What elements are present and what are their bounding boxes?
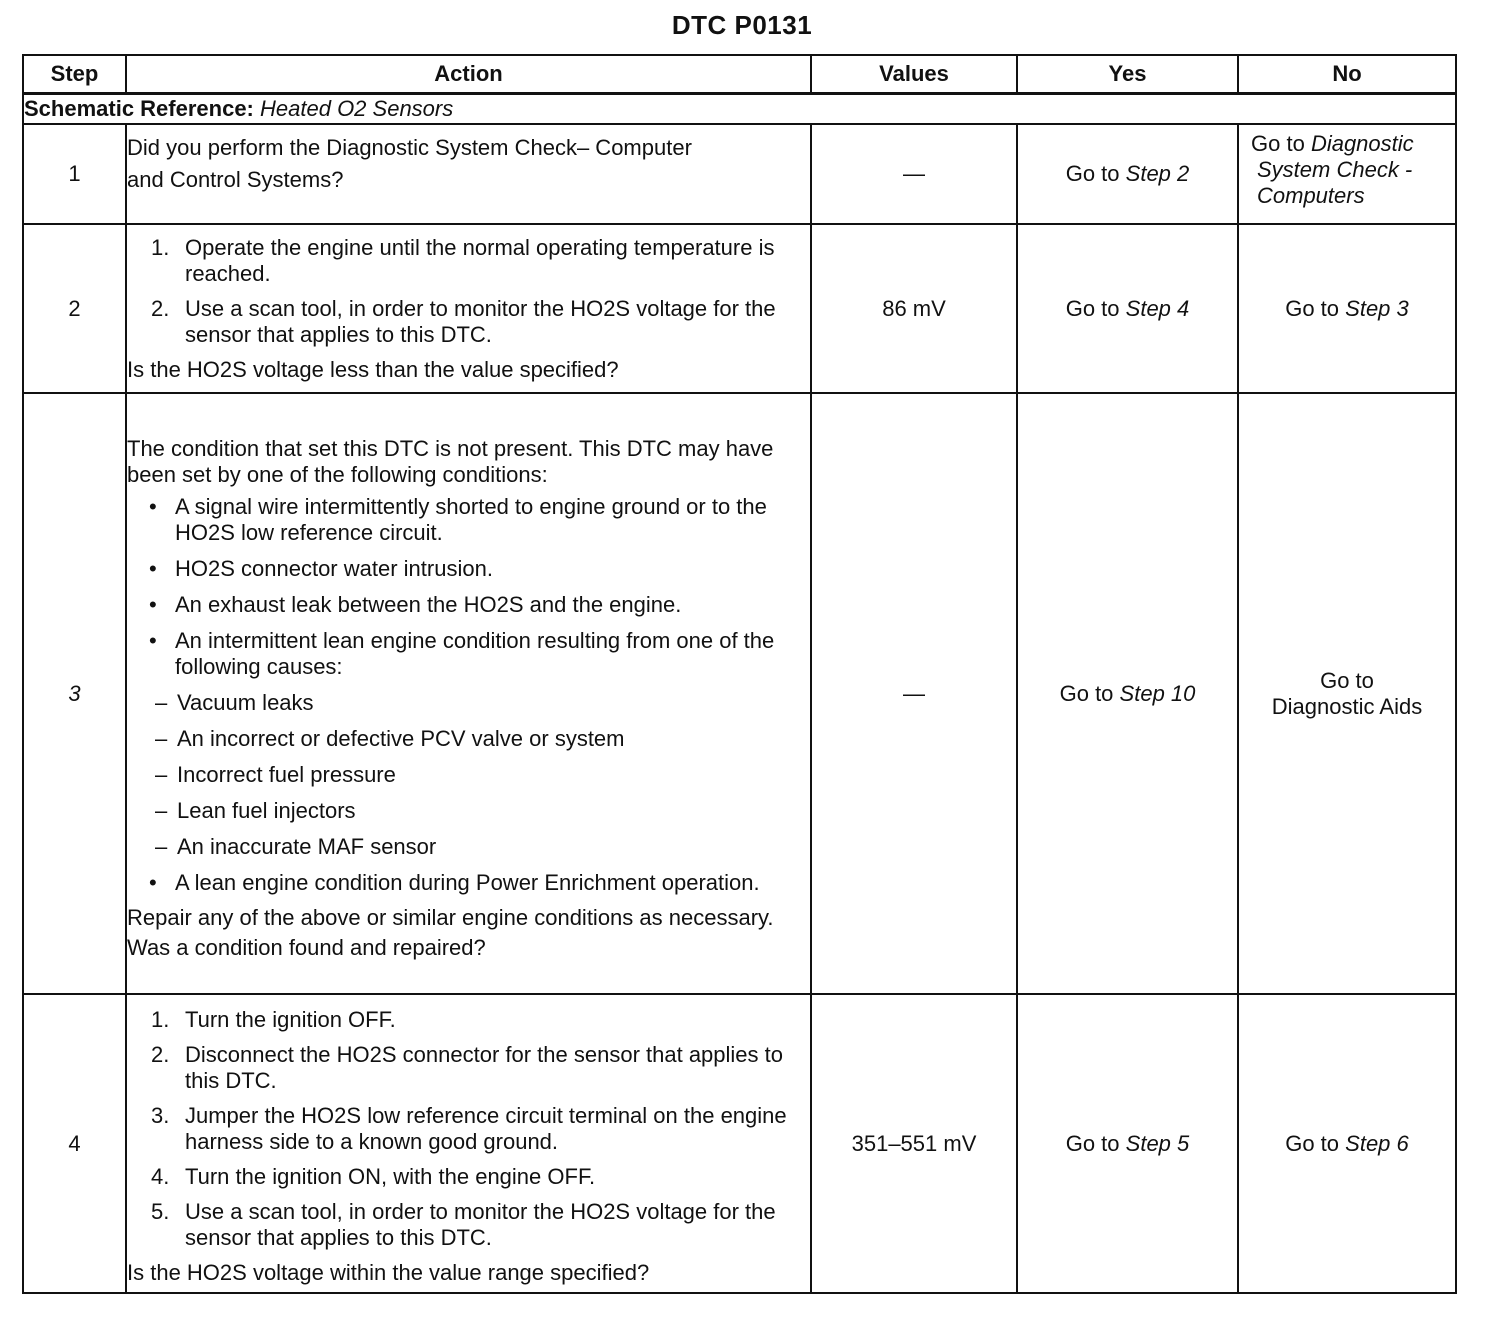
- action-cell: [126, 994, 811, 1293]
- yes-cell: [1017, 224, 1238, 393]
- step-number: 2: [23, 224, 126, 393]
- condition-list: [127, 494, 810, 896]
- list-item: 2. Disconnect the HO2S connector for the sensor that applies to this DTC.: [151, 1042, 783, 1093]
- yes-cell: [1017, 124, 1238, 224]
- table-row-step-3: [23, 393, 1456, 994]
- list-item: • An exhaust leak between the HO2S and the engine.: [149, 592, 682, 617]
- list-item: 5. Use a scan tool, in order to monitor the HO2S voltage for the sensor that applies to this DTC.: [151, 1199, 776, 1250]
- table-row-step-2: [23, 224, 1456, 393]
- list-item: 2. Use a scan tool, in order to monitor the HO2S voltage for the sensor that applies to this DTC.: [151, 295, 776, 347]
- repair-text: Repair any of the above or similar engine conditions as necessary.: [127, 905, 774, 930]
- yes-step-link[interactable]: Step 10: [1119, 680, 1196, 706]
- procedure-list: [127, 235, 810, 348]
- go-to-text: Go to: [1285, 295, 1340, 321]
- table-row-step-1: [23, 124, 1456, 224]
- column-header-yes: Yes: [1017, 55, 1238, 94]
- list-item: – An incorrect or defective PCV valve or system: [155, 726, 625, 751]
- list-item: • A signal wire intermittently shorted to engine ground or to the HO2S low reference circuit.: [149, 494, 767, 545]
- no-cell: [1238, 994, 1456, 1293]
- question-text: Was a condition found and repaired?: [127, 935, 486, 960]
- yes-step-link[interactable]: Step 4: [1125, 295, 1190, 321]
- list-item: 1. Turn the ignition OFF.: [151, 1007, 396, 1032]
- no-step-link[interactable]: System Check -: [1257, 157, 1413, 182]
- yes-cell: [1017, 994, 1238, 1293]
- go-to-text: Go to: [1065, 1130, 1120, 1156]
- action-text: and Control Systems?: [127, 167, 344, 192]
- yes-step-link[interactable]: Step 5: [1125, 1130, 1190, 1156]
- intro-text: The condition that set this DTC is not present. This DTC may have been set by one of the following conditions:: [127, 436, 774, 487]
- action-cell: [126, 124, 811, 224]
- go-to-text: Go to: [1065, 161, 1120, 186]
- values-cell: —: [811, 393, 1017, 994]
- list-item: • HO2S connector water intrusion.: [149, 556, 493, 581]
- go-to-text: Go to: [1059, 680, 1114, 706]
- schematic-row: [23, 94, 1456, 125]
- step-number: 1: [23, 124, 126, 224]
- values-cell: 351–551 mV: [811, 994, 1017, 1293]
- go-to-text: Go to: [1065, 295, 1120, 321]
- go-to-text: Go to: [1251, 131, 1305, 156]
- question-text: Is the HO2S voltage within the value range specified?: [127, 1260, 650, 1285]
- list-item: • An intermittent lean engine condition resulting from one of the following causes: – Vacuum leaks – An incorrect or defective PCV valve or system – Incorrect fuel pressure – Lean fuel injectors – An inaccurate MAF sensor: [127, 628, 810, 860]
- schematic-label: Schematic Reference:: [24, 96, 254, 121]
- list-item: 4. Turn the ignition ON, with the engine OFF.: [151, 1164, 596, 1189]
- column-header-step: Step: [23, 55, 126, 94]
- list-item: – Incorrect fuel pressure: [155, 762, 396, 787]
- values-cell: —: [811, 124, 1017, 224]
- document-title: DTC P0131: [671, 10, 813, 40]
- no-cell: [1238, 393, 1456, 994]
- procedure-list: [127, 1007, 810, 1251]
- list-item: – Lean fuel injectors: [155, 798, 356, 823]
- yes-cell: [1017, 393, 1238, 994]
- list-item: 1. Operate the engine until the normal operating temperature is reached.: [151, 234, 775, 286]
- action-cell: [126, 224, 811, 393]
- schematic-reference: [23, 94, 1456, 125]
- no-step-link[interactable]: Diagnostic: [1310, 131, 1414, 156]
- diagnostic-table: [22, 54, 1457, 1294]
- no-cell: [1238, 224, 1456, 393]
- list-item: • A lean engine condition during Power Enrichment operation.: [149, 870, 760, 895]
- no-step-link[interactable]: Computers: [1257, 183, 1365, 208]
- action-text: Did you perform the Diagnostic System Check– Computer: [127, 135, 692, 160]
- list-item: – Vacuum leaks: [155, 690, 314, 715]
- question-text: Is the HO2S voltage less than the value specified?: [127, 356, 619, 382]
- step-number: 3: [23, 393, 126, 994]
- cause-list: [155, 690, 810, 860]
- no-step-link[interactable]: Step 6: [1345, 1130, 1409, 1156]
- yes-step-link[interactable]: Step 2: [1125, 161, 1190, 186]
- table-row-step-4: [23, 994, 1456, 1293]
- go-to-text: Go to: [1285, 1130, 1340, 1156]
- step-number: 4: [23, 994, 126, 1293]
- column-header-values: Values: [811, 55, 1017, 94]
- values-cell: 86 mV: [811, 224, 1017, 393]
- column-header-action: Action: [126, 55, 811, 94]
- header-row: [23, 55, 1456, 94]
- schematic-value: Heated O2 Sensors: [260, 96, 454, 121]
- list-item: 3. Jumper the HO2S low reference circuit terminal on the engine harness side to a known good ground.: [151, 1103, 787, 1154]
- no-cell: [1238, 124, 1456, 224]
- action-cell: [126, 393, 811, 994]
- no-step-link[interactable]: Step 3: [1345, 295, 1409, 321]
- column-header-no: No: [1238, 55, 1456, 94]
- go-to-text: Go to: [1320, 667, 1374, 693]
- no-step-link[interactable]: Diagnostic Aids: [1271, 693, 1423, 719]
- list-item: – An inaccurate MAF sensor: [155, 834, 437, 859]
